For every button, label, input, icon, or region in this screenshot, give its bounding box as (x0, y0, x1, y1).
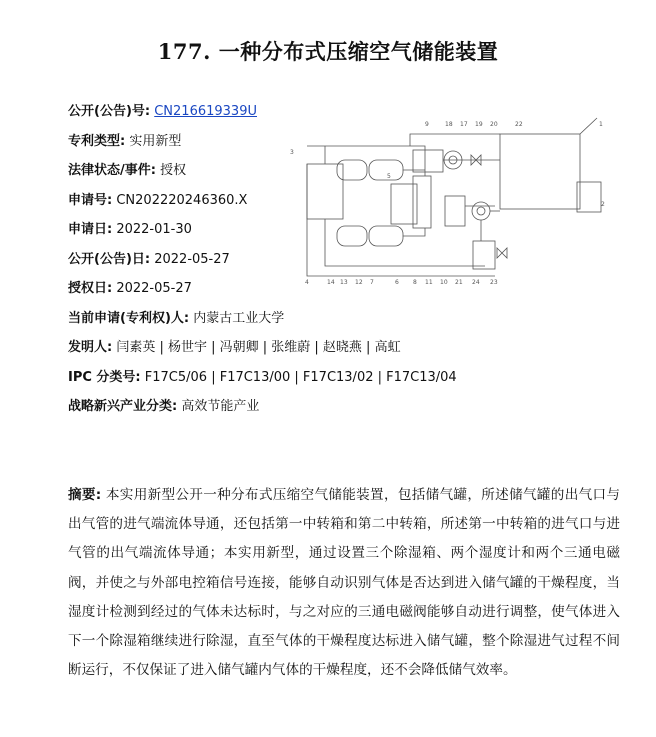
abstract-label: 摘要: (68, 487, 102, 503)
page-title: 177. 一种分布式压缩空气储能装置 (157, 39, 499, 64)
drawing-valve-body (445, 196, 465, 226)
drawing-box (307, 164, 343, 219)
drawing-valve (472, 202, 490, 220)
field-label: 申请号: (68, 192, 113, 208)
drawing-callout: 7 (370, 279, 374, 286)
field-label: IPC 分类号: (68, 369, 141, 385)
drawing-tank (369, 160, 403, 180)
drawing-callout: 10 (440, 279, 448, 286)
drawing-callout: 11 (425, 279, 433, 286)
drawing-pipe (307, 164, 495, 276)
field-value: 闫素英 | 杨世宇 | 冯朝卿 | 张维蔚 | 赵晓燕 | 高虹 (116, 340, 401, 355)
drawing-callout: 21 (455, 279, 463, 286)
drawing-callout: 22 (515, 121, 523, 128)
drawing-callout: 6 (395, 279, 399, 286)
field-label: 当前申请(专利权)人: (68, 310, 190, 326)
field-value: CN202220246360.X (116, 192, 248, 208)
drawing-callout: 13 (340, 279, 348, 286)
field-value: F17C5/06 | F17C13/00 | F17C13/02 | F17C13/04 (144, 369, 457, 385)
field-label: 法律状态/事件: (68, 163, 156, 178)
drawing-callout: 1 (599, 121, 603, 128)
field-label: 专利类型: (68, 133, 126, 149)
drawing-storage-tank (500, 134, 580, 209)
field-value: 内蒙古工业大学 (193, 310, 285, 326)
drawing-valve-bowtie (497, 248, 507, 258)
drawing-tank (337, 160, 367, 180)
pub-no-link[interactable]: CN216619339U (154, 104, 257, 119)
drawing-callout: 2 (601, 201, 605, 208)
field-label: 申请日: (68, 222, 113, 237)
field-ipc (68, 367, 588, 397)
field-value: 2022-05-27 (154, 251, 230, 267)
drawing-callout: 3 (290, 149, 294, 156)
drawing-pipe (410, 134, 500, 146)
field-label: 发明人: (68, 340, 113, 355)
drawing-callout: 20 (490, 121, 498, 128)
abstract (68, 481, 620, 685)
drawing-callout: 24 (472, 279, 480, 286)
drawing-callout: 19 (475, 121, 483, 128)
field-inventors (68, 337, 588, 367)
drawing-callout: 12 (355, 279, 363, 286)
drawing-callout: 17 (460, 121, 468, 128)
field-industry (68, 396, 588, 426)
field-value: 2022-05-27 (116, 281, 192, 296)
drawing-valve-body (413, 150, 443, 172)
field-label: 公开(公告)日: (68, 251, 151, 267)
abstract-text: 本实用新型公开一种分布式压缩空气储能装置，包括储气罐，所述储气罐的出气口与出气管的进气端流体导通，还包括第一中转箱和第二中转箱，所述第一中转箱的进气口与进气管的出气端流体导通；本实用新型，通过设置三个除湿箱、两个湿度计和两个三通电磁阀，并使之与外部电控箱信号连接，能够自动识别气体是否达到进入储气罐的干燥程度，当湿度计检测到经过的气体未达标时，与之对应的三通电磁阀能够自动进行调整，使气体进入下一个除湿箱继续进行除湿，直至气体的干燥程度达标进入储气罐，整个除湿进气过程不间断运行，不仅保证了进入储气罐内气体的干燥程度，还不会降低储气效率。 (68, 487, 621, 679)
drawing-callout: 5 (387, 173, 391, 180)
drawing-callout: 4 (305, 279, 309, 286)
field-value: 实用新型 (129, 133, 182, 149)
drawing-tank (337, 226, 367, 246)
drawing-valve (477, 207, 485, 215)
drawing-leader (580, 118, 597, 134)
field-value: 高效节能产业 (181, 399, 260, 414)
drawing-callout: 14 (327, 279, 335, 286)
drawing-tank (369, 226, 403, 246)
field-label: 战略新兴产业分类: (68, 399, 178, 414)
drawing-callout: 9 (425, 121, 429, 128)
drawing-callout: 23 (490, 279, 498, 286)
drawing-box (577, 182, 601, 212)
drawing-pipe (403, 228, 425, 236)
field-value: 2022-01-30 (116, 222, 192, 237)
field-label: 授权日: (68, 281, 113, 296)
field-value: 授权 (160, 163, 187, 178)
drawing-box (473, 241, 495, 269)
patent-drawing (285, 116, 615, 296)
drawing-callout: 8 (413, 279, 417, 286)
field-label: 公开(公告)号: (68, 104, 151, 119)
field-applicant (68, 308, 588, 338)
drawing-callout: 18 (445, 121, 453, 128)
